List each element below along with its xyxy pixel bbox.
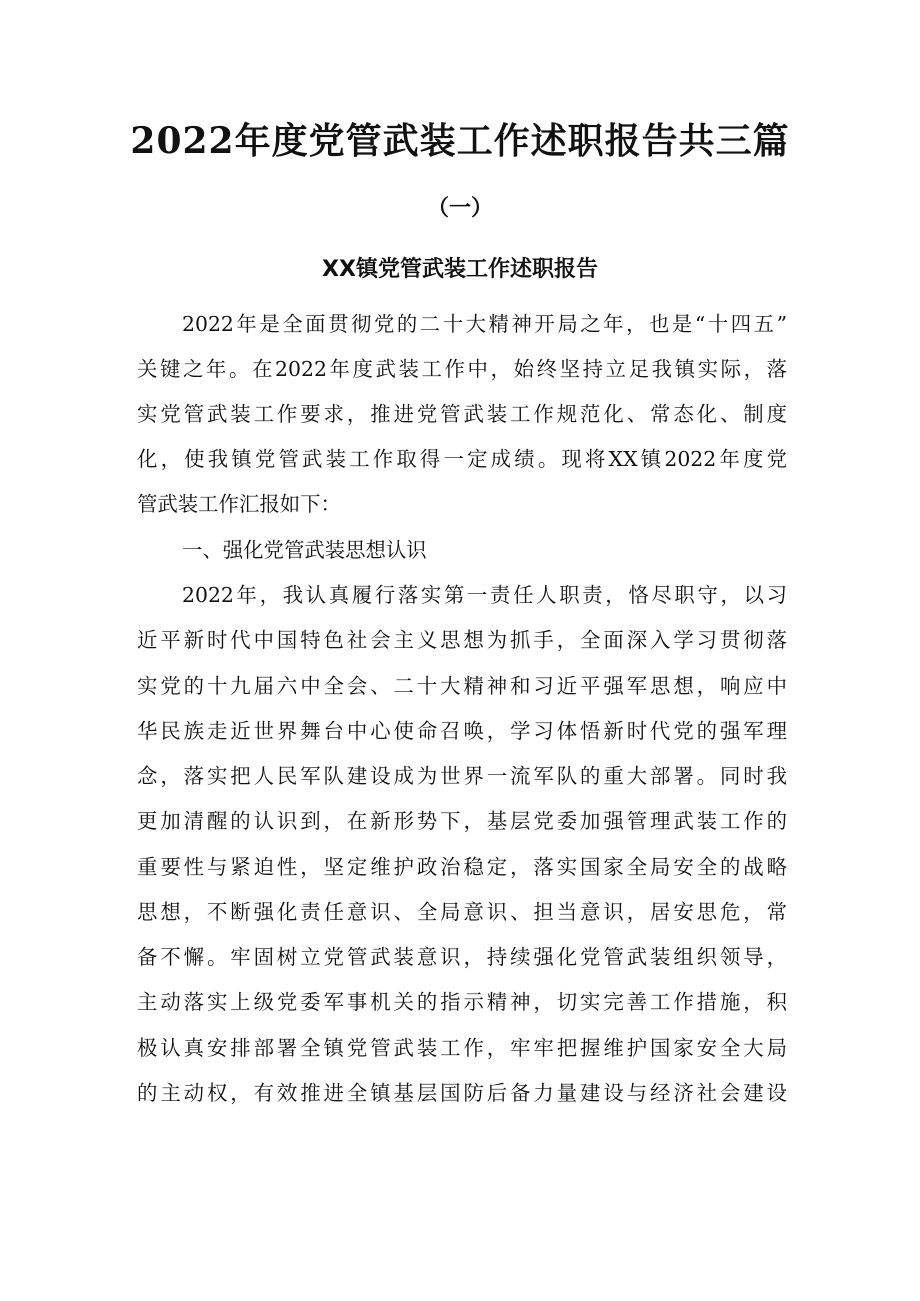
- body-line: 近平新时代中国特色社会主义思想为抓手，全面深入学习贯彻落: [137, 628, 787, 652]
- body-line: 华民族走近世界舞台中心使命召唤，学习体悟新时代党的强军理: [137, 719, 787, 743]
- body-line: 更加清醒的认识到，在新形势下，基层党委加强管理武装工作的: [137, 809, 787, 833]
- body-line: 2022年，我认真履行落实第一责任人职责，恪尽职守，以习: [182, 583, 787, 607]
- body-line: 实党管武装工作要求，推进党管武装工作规范化、常态化、制度: [137, 402, 787, 426]
- part-label: （一）: [426, 195, 493, 221]
- body-line: 实党的十九届六中全会、二十大精神和习近平强军思想，响应中: [137, 674, 787, 698]
- body-line: 管武装工作汇报如下：: [137, 492, 341, 516]
- body-line: 的主动权，有效推进全镇基层国防后备力量建设与经济社会建设: [137, 1081, 787, 1105]
- body-line: 2022年是全面贯彻党的二十大精神开局之年，也是“十四五”: [182, 312, 787, 336]
- body-line: 主动落实上级党委军事机关的指示精神，切实完善工作措施，积: [137, 990, 787, 1014]
- body-line: 备不懈。牢固树立党管武装意识，持续强化党管武装组织领导，: [137, 945, 787, 969]
- section-heading: 一、强化党管武装思想认识: [182, 538, 427, 562]
- body-line: 重要性与紧迫性，坚定维护政治稳定，落实国家全局安全的战略: [137, 855, 787, 879]
- body-line: 关键之年。在2022年度武装工作中，始终坚持立足我镇实际，落: [137, 357, 787, 381]
- body-line: 极认真安排部署全镇党管武装工作，牢牢把握维护国家安全大局: [137, 1036, 787, 1060]
- document-title: 2022年度党管武装工作述职报告共三篇: [130, 120, 790, 162]
- body-line: 化，使我镇党管武装工作取得一定成绩。现将XX镇2022年度党: [137, 447, 787, 471]
- body-line: 思想，不断强化责任意识、全局意识、担当意识，居安思危，常: [137, 900, 787, 924]
- body-line: 念，落实把人民军队建设成为世界一流军队的重大部署。同时我: [137, 764, 787, 788]
- report-subtitle: XX镇党管武装工作述职报告: [322, 257, 598, 282]
